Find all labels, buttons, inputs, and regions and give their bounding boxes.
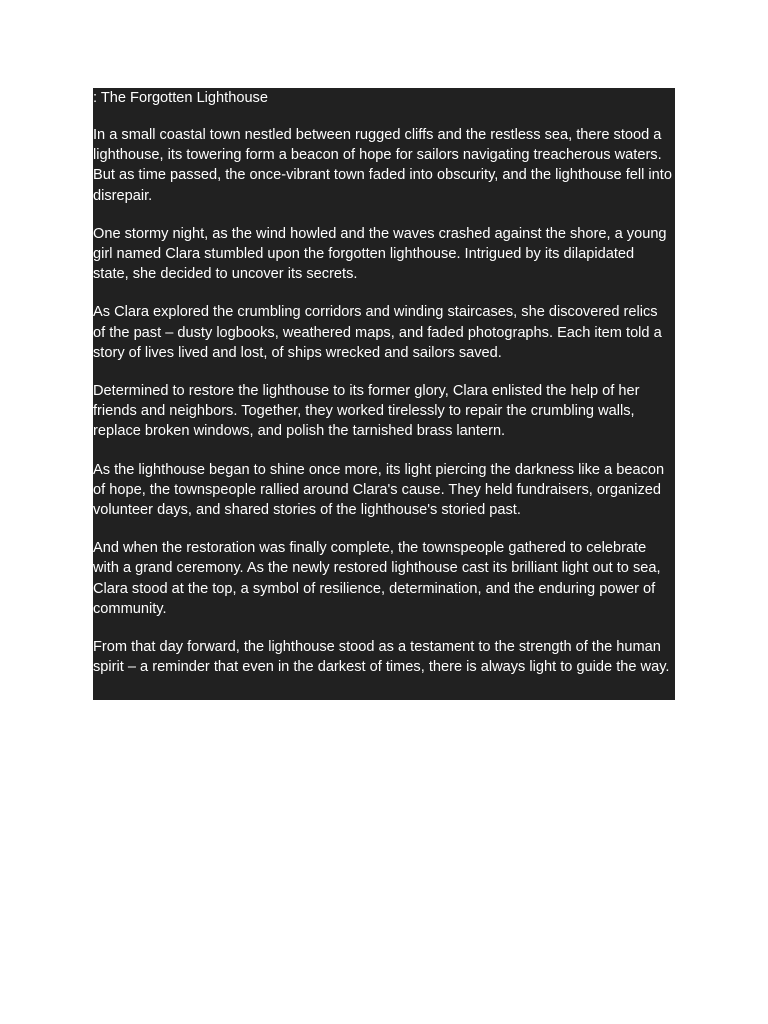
- story-title: : The Forgotten Lighthouse: [93, 90, 268, 106]
- story-paragraph-7: From that day forward, the lighthouse stood as a testament to the strength of the human spirit – a reminder that even in the darkest of times, there is always light to guide the way.: [93, 639, 670, 676]
- story-paragraph-1: In a small coastal town nestled between rugged cliffs and the restless sea, there stood a lighthouse, its towering form a beacon of hope for sailors navigating treacherous waters. But as time passed, the once-vibrant town faded into obscurity, and the lighthouse fell into disrepair.: [93, 127, 672, 204]
- story-paragraph-5: As the lighthouse began to shine once more, its light piercing the darkness like a beacon of hope, the townspeople rallied around Clara's cause. They held fundraisers, organized volunteer days, and shared stories of the lighthouse's storied past.: [93, 461, 665, 519]
- story-paragraph-2: One stormy night, as the wind howled and the waves crashed against the shore, a young girl named Clara stumbled upon the forgotten lighthouse. Intrigued by its dilapidated state, she decided to uncover its secrets.: [93, 225, 667, 283]
- story-paragraph-3: As Clara explored the crumbling corridors and winding staircases, she discovered relics of the past – dusty logbooks, weathered maps, and faded photographs. Each item told a story of lives lived and lost, of ships wrecked and sailors saved.: [93, 304, 662, 361]
- story-paragraph-6: And when the restoration was finally complete, the townspeople gathered to celebrate with a grand ceremony. As the newly restored lighthouse cast its brilliant light out to sea, Clara stood at the top, a symbol of resilience, determination, and the enduring power of community.: [93, 540, 661, 617]
- story-paragraph-4: Determined to restore the lighthouse to its former glory, Clara enlisted the help of her friends and neighbors. Together, they worked tirelessly to repair the crumbling walls, replace broken windows, and polish the tarnished brass lantern.: [93, 383, 640, 440]
- story-text-block: [93, 88, 675, 700]
